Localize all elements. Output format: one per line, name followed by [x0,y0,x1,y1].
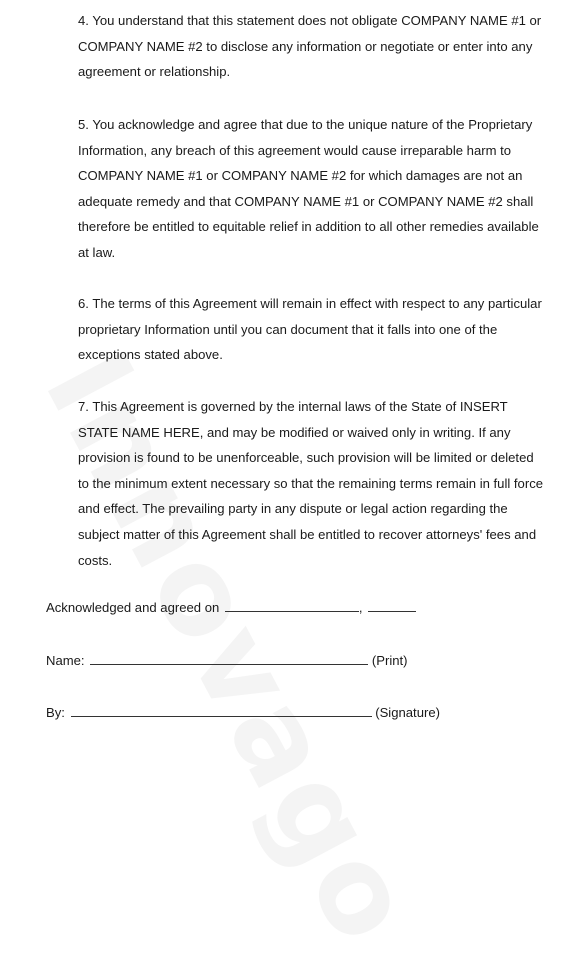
date-blank[interactable] [225,598,359,612]
signature-blank[interactable] [71,703,372,717]
acknowledged-label: Acknowledged and agreed on [46,600,220,615]
clause-5: 5. You acknowledge and agree that due to the unique nature of the Proprietary Information, any breach of this agreement would cause irreparable harm to COMPANY NAME #1 or COMPANY NAME #2 for which damages are not an adequate remedy and that COMPANY NAME #1 or COMPANY NAME #2 shall therefore be entitled to equitable relief in addition to all other remedies available at law. [78,117,539,260]
by-line [46,703,440,723]
acknowledged-line [46,598,416,618]
by-label: By: [46,705,65,720]
clause-7: 7. This Agreement is governed by the internal laws of the State of INSERT STATE NAME HERE, and may be modified or waived only in writing. If any provision is found to be unenforceable, such provision will be limited or deleted to the minimum extent necessary so that the remaining terms remain in full force and effect. The prevailing party in any dispute or legal action regarding the subject matter of this Agreement shall be entitled to recover attorneys' fees and costs. [78,399,544,568]
name-blank[interactable] [90,651,368,665]
clause-6: 6. The terms of this Agreement will remain in effect with respect to any particular proprietary Information until you can document that it falls into one of the exceptions stated above. [78,296,542,363]
name-label: Name: [46,653,85,668]
acknowledged-separator: , [358,600,363,615]
year-blank[interactable] [368,598,416,612]
name-line [46,651,408,671]
name-suffix: (Print) [371,653,408,668]
clause-4: 4. You understand that this statement does not obligate COMPANY NAME #1 or COMPANY NAME #2 to disclose any information or negotiate or enter into any agreement or relationship. [78,13,542,80]
by-suffix: (Signature) [375,705,440,720]
